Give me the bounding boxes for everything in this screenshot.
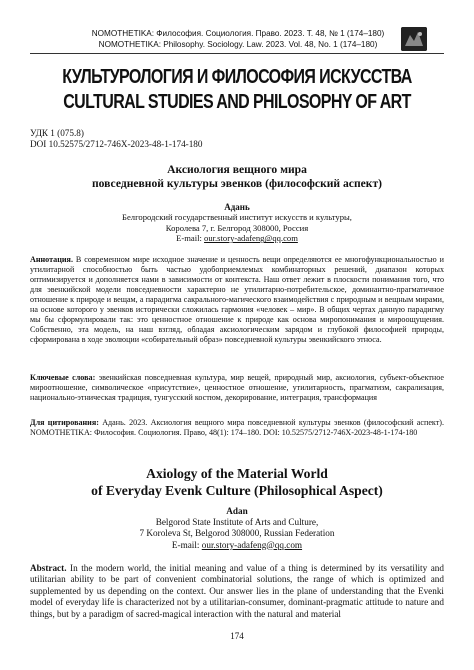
- citation-ru: [30, 418, 444, 438]
- address-en: 7 Koroleva St, Belgorod 308000, Russian Federation: [139, 528, 335, 539]
- journal-logo-icon: [401, 27, 427, 51]
- title-en-line2: of Everyday Evenk Culture (Philosophical Aspect): [91, 483, 383, 498]
- article-identifiers: [30, 128, 203, 150]
- section-heading-en: CULTURAL STUDIES AND PHILOSOPHY OF ART: [63, 91, 411, 113]
- article-title-en: [30, 465, 444, 499]
- keywords-text-ru: эвенкийская повседневная культура, мир вещей, природный мир, аксиология, субъект-объектное мироотношение, символическое «присутствие», ценностное отношение, утилитарность, прагматизм, сакрализация, национально-этническая традиция, тунгусский костюм, декорирование, интеграция, трансформация: [30, 373, 445, 402]
- abstract-en: [30, 563, 444, 620]
- email-row-ru: [30, 233, 444, 243]
- abstract-text-en: In the modern world, the initial meaning and value of a thing is determined by its versatility and utilitarian ability to be part of convenient combinatorial solutions, the range of which is optimized and supplemented by us depending on the context. Our answer lies in the plane of understanding that the Evenki model of everyday life is characterized not by a utilitarian-consumer, dominant-pragmatic attitude to nature and things, but by a paradigm of sacred-magical interaction with the natural and material: [30, 563, 444, 619]
- citation-label-ru: Для цитирования:: [30, 418, 99, 427]
- email-label-ru: E-mail:: [176, 233, 202, 244]
- header-divider: [30, 53, 444, 54]
- author-name-ru: Адань: [224, 202, 250, 212]
- title-ru-line1: Аксиология вещного мира: [167, 163, 307, 176]
- page-number: 174: [230, 631, 244, 641]
- keywords-label-ru: Ключевые слова:: [30, 373, 96, 382]
- email-link-ru[interactable]: our.story-adafeng@qq.com: [204, 233, 298, 244]
- author-block-en: [30, 506, 444, 551]
- section-heading-ru: КУЛЬТУРОЛОГИЯ И ФИЛОСОФИЯ ИСКУССТВА: [62, 66, 412, 88]
- email-row-en: [30, 540, 444, 551]
- abstract-label-en: Abstract.: [30, 563, 67, 573]
- abstract-label-ru: Аннотация.: [30, 255, 73, 264]
- author-block-ru: [30, 202, 444, 244]
- abstract-text-ru: В современном мире исходное значение и ценность вещи определяются ее многофункциональностью и утилитарной способностью быть частью удобоприемлемых комбинаторных решений, диапазон которых оптимизируется и дополняется нами в зависимости от контекста. Наш ответ лежит в плоскости понимания того, что для эвенкийской модели повседневности характерно не утилитарно-потребительское, доминантно-прагматичное отношение к природе и вещам, а парадигма сакрального-магического взаимодействия с природным и вещным мирами, на основе которого у эвенков исторически сложилась гармония «человек – мир». В общих чертах данную парадигму мы бы сформулировали так: это ценностное отношение к природе как основа миропонимания и мироощущения. Собственно, эта модель, на наш взгляд, обладая аксиологическим зарядом и глубокой философией природы, сформирована в ходе эволюции «собирательный образ» повседневной культуры эвенкийского этноса.: [30, 255, 444, 344]
- citation-text-ru: Адань. 2023. Аксиология вещного мира повседневной культуры эвенков (философский аспект). NOMOTHETIKA: Философия. Социология. Право, 48(1): 174–180. DOI: 10.52575/2712-746X-2023-48-1-174-180: [30, 418, 444, 437]
- author-name-en: Adan: [226, 506, 248, 516]
- running-header: [0, 0, 474, 54]
- title-en-line1: Axiology of the Material World: [146, 466, 328, 481]
- doi: DOI 10.52575/2712-746X-2023-48-1-174-180: [30, 139, 203, 149]
- title-ru-line2: повседневной культуры эвенков (философский аспект): [91, 177, 383, 190]
- journal-citation-header: [78, 29, 398, 50]
- abstract-ru: [30, 255, 444, 345]
- affiliation-ru: Белгородский государственный институт искусств и культуры,: [122, 212, 352, 223]
- address-ru: Королева 7, г. Белгород 308000, Россия: [165, 222, 309, 233]
- header-line-en: NOMOTHETIKA: Philosophy. Sociology. Law. 2023. Vol. 48, No. 1 (174–180): [98, 39, 378, 49]
- article-title-ru: [30, 163, 444, 191]
- udc-code: УДК 1 (075.8): [30, 128, 84, 138]
- email-label-en: E-mail:: [171, 539, 200, 550]
- header-line-ru: NOMOTHETIKA: Философия. Социология. Право. 2023. Т. 48, № 1 (174–180): [91, 29, 385, 38]
- keywords-ru: [30, 373, 444, 403]
- affiliation-en: Belgorod State Institute of Arts and Culture,: [155, 517, 319, 528]
- email-link-en[interactable]: our.story-adafeng@qq.com: [201, 539, 303, 550]
